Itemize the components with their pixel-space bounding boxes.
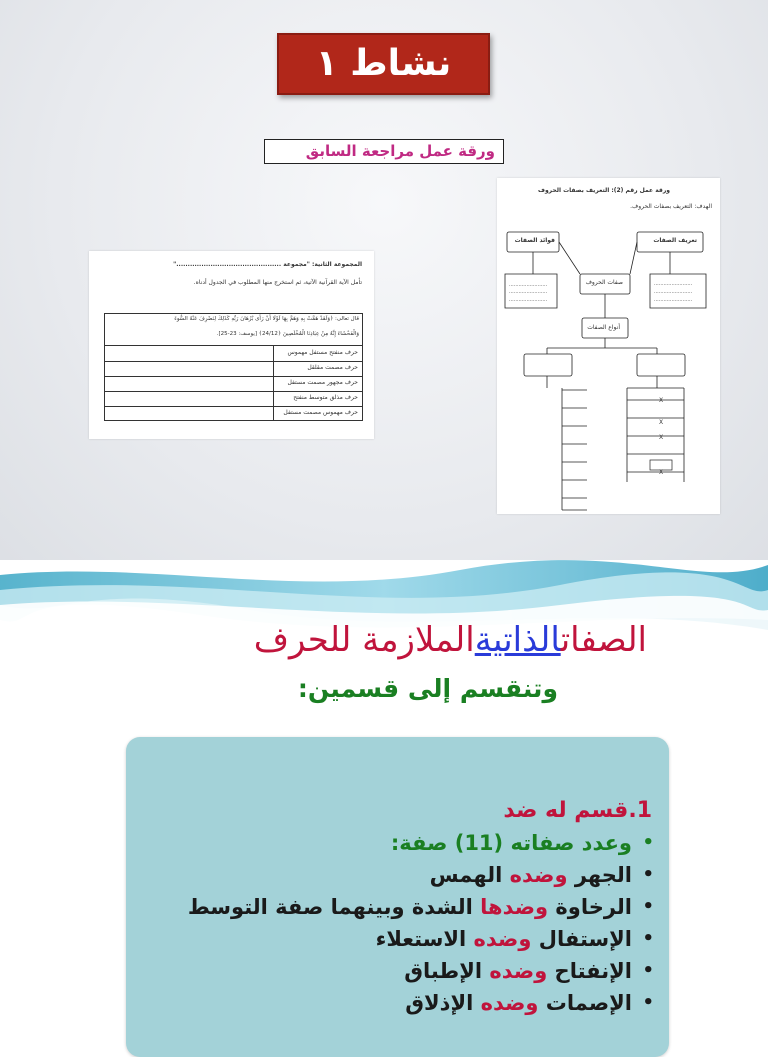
item-connector: وضدها (480, 895, 549, 919)
item-connector: وضده (480, 991, 539, 1015)
item-term: الرخاوة (548, 895, 632, 919)
worksheet-group-two-image (89, 251, 374, 439)
doc-right-dots: ........................ (509, 282, 548, 288)
item-connector: وضده (473, 927, 532, 951)
doc-right-box-benefits: فوائد الصفات (514, 237, 555, 244)
item-connector: وضده (509, 863, 568, 887)
doc-right-diagram (497, 178, 720, 514)
section-subtitle: وتنقسم إلى قسمين: (297, 674, 558, 703)
item-text: وعدد صفاته (11) صفة: (390, 831, 632, 855)
title-part3: الملازمة للحرف (253, 620, 475, 660)
doc-right-dots: ........................ (509, 297, 548, 303)
title-part2: الذاتية (474, 620, 561, 660)
doc-left-row: حرف مهموس مصمت مستفل (283, 409, 358, 416)
item-connector: وضده (489, 959, 548, 983)
list-item (152, 955, 632, 987)
doc-right-title: ورقة عمل رقم (2): التعريف بصفات الحروف (537, 187, 670, 194)
card-text (152, 795, 652, 1019)
activity-badge: نشاط ١ (277, 33, 490, 95)
list-item (152, 859, 632, 891)
list-item (152, 891, 632, 923)
worksheet-label: ورقة عمل مراجعة السابق (264, 139, 504, 164)
doc-left-verse-line1: قال تعالى: ﴿وَلَقَدْ هَمَّتْ بِهِ وَهَمَّ بِهَا لَوْلَا أَنْ رَأَى بُرْهَانَ رَبِّهِ كَذَلِكَ لِنَصْرِفَ عَنْهُ السُّوءَ (174, 316, 359, 322)
item-opposite: الشدة وبينهما صفة التوسط (187, 895, 481, 919)
item-term: الإستفال (531, 927, 632, 951)
doc-right-x-mark: X (659, 419, 664, 426)
doc-left-instruction: تأمل الآية القرآنية الآتية، ثم استخرج منها المطلوب في الجدول أدناه. (193, 279, 362, 286)
doc-right-box-center: صفات الحروف (585, 279, 623, 286)
doc-left-row: حرف مذلق متوسط منفتح (293, 394, 358, 401)
doc-right-goal: الهدف: التعريف بصفات الحروف. (630, 203, 712, 210)
doc-right-x-mark: X (659, 434, 664, 441)
item-opposite: الاستعلاء (375, 927, 474, 951)
doc-right-dots: ........................ (654, 289, 693, 295)
card-heading: 1.قسم له ضد (503, 798, 652, 823)
item-opposite: الهمس (429, 863, 510, 887)
item-term: الإنفتاح (547, 959, 632, 983)
doc-right-box-definition: تعريف الصفات (653, 237, 697, 244)
doc-left-heading: المجموعة الثانية: "مجموعة .............................................." (173, 261, 362, 268)
worksheet-two-diagram-image (497, 178, 720, 514)
doc-left-table (104, 313, 363, 421)
doc-right-dots: ........................ (654, 281, 693, 287)
section-title (254, 620, 647, 660)
item-opposite: الإطباق (404, 959, 490, 983)
item-term: الجهر (567, 863, 632, 887)
doc-left-verse-line2: وَالْفَحْشَاءَ إِنَّهُ مِنْ عِبَادِنَا الْمُخْلَصِينَ ﴿24/12﴾ [يوسف: 23-25]. (216, 331, 359, 337)
list-item (152, 827, 632, 859)
doc-left-row: حرف مجهور مصمت مستفل (287, 379, 358, 386)
list-item (152, 987, 632, 1019)
doc-right-x-mark: X (659, 397, 664, 404)
doc-right-box-types: أنواع الصفات (587, 324, 620, 331)
item-term: الإصمات (538, 991, 632, 1015)
doc-right-x-mark: X (659, 469, 664, 476)
list-item (152, 923, 632, 955)
card-list (152, 827, 652, 1019)
doc-right-dots: ........................ (509, 289, 548, 295)
doc-left-row: حرف منفتح مستفل مهموس (287, 349, 358, 356)
doc-left-row: حرف مصمت مقلقل (307, 364, 358, 371)
doc-right-dots: ........................ (654, 297, 693, 303)
item-opposite: الإذلاق (405, 991, 481, 1015)
title-part1: الصفات (560, 620, 647, 660)
